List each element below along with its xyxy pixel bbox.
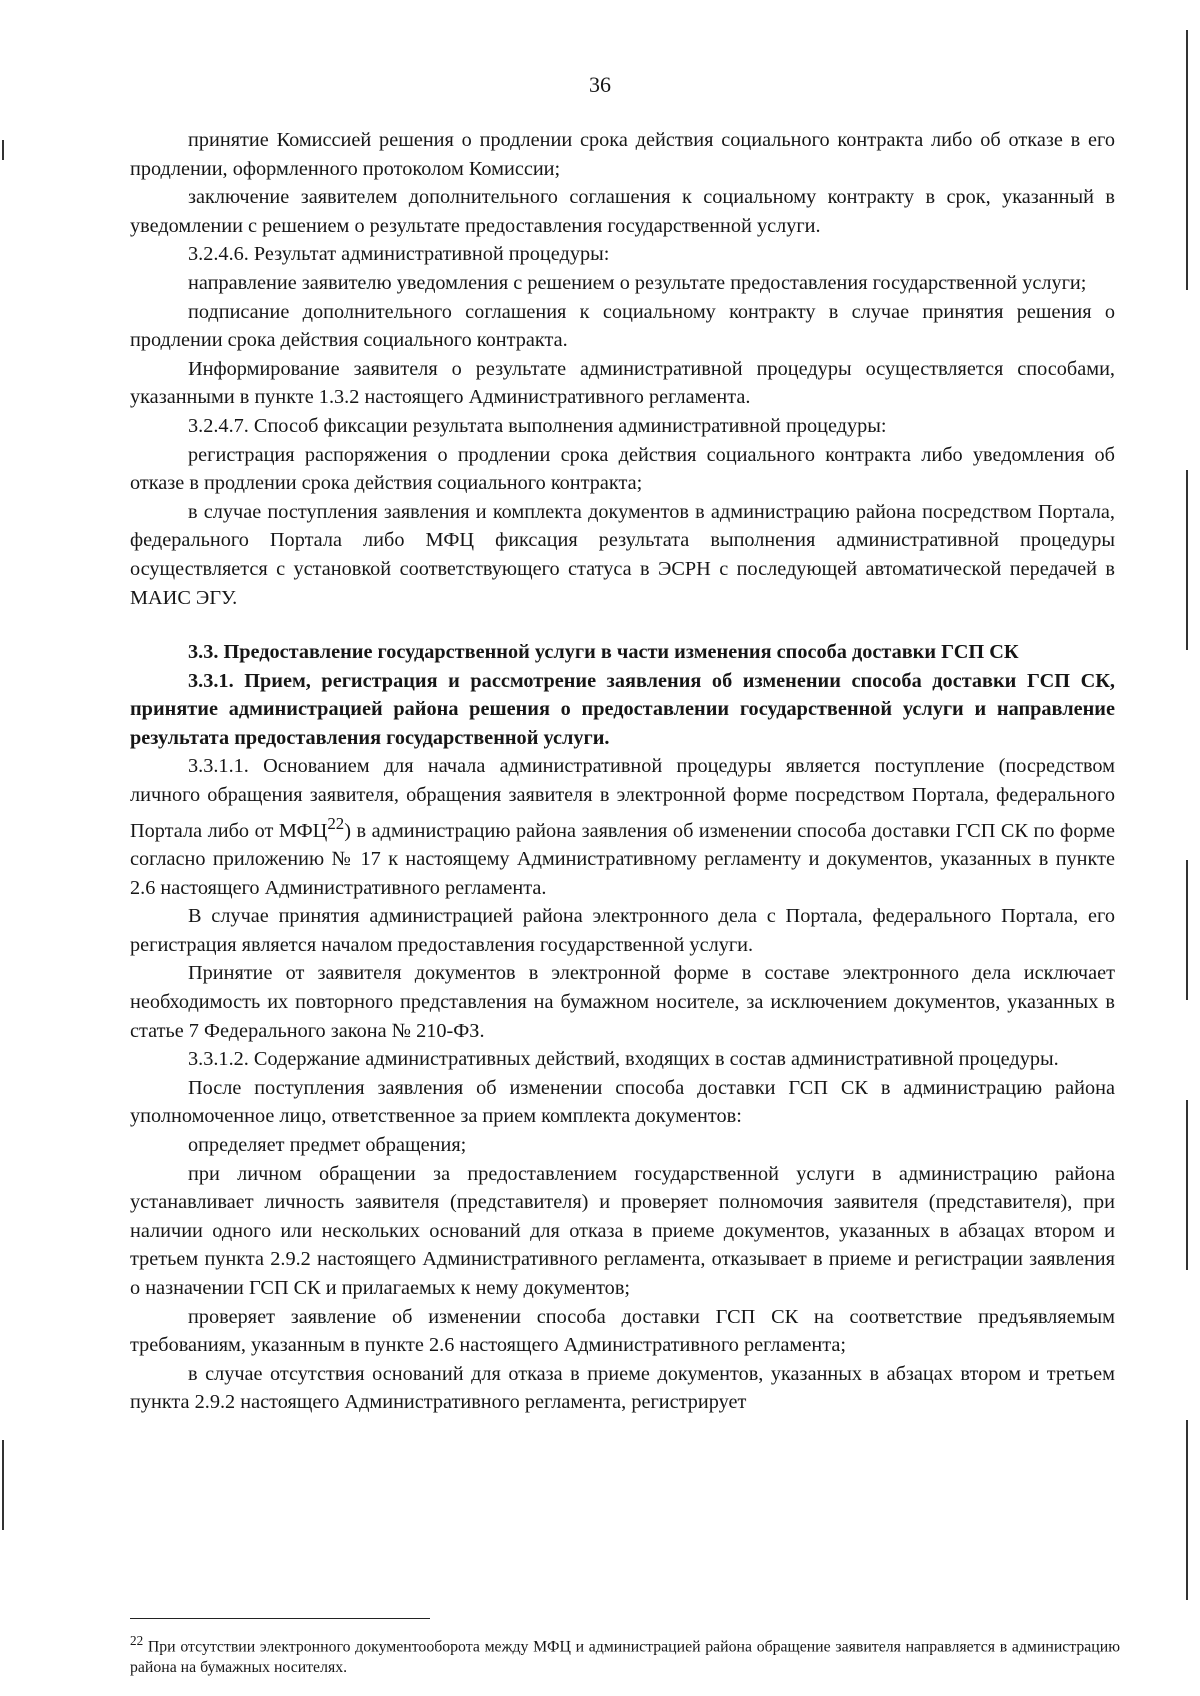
section-spacer bbox=[130, 612, 1115, 638]
paragraph: В случае принятия администрацией района электронного дела с Портала, федерального Портала, его регистрация является началом предоставления государственной услуги. bbox=[130, 905, 1115, 956]
paragraph: После поступления заявления об изменении способа доставки ГСП СК в администрацию района уполномоченное лицо, ответственное за прием комплекта документов: bbox=[130, 1076, 1115, 1128]
paragraph: подписание дополнительного соглашения к социальному контракту в случае принятия решения о продлении срока действия социального контракта. bbox=[130, 300, 1115, 352]
page-number: 36 bbox=[589, 72, 611, 97]
scan-edge-line bbox=[1186, 1100, 1188, 1270]
paragraph: в случае отсутствия оснований для отказа в приеме документов, указанных в абзацах втором и третьем пункта 2.9.2 настоящего Административного регламента, регистрирует bbox=[130, 1362, 1115, 1414]
paragraph: определяет предмет обращения; bbox=[188, 1133, 467, 1156]
footnote-number: 22 bbox=[130, 1633, 144, 1648]
paragraph: Информирование заявителя о результате административной процедуры осуществляется способами, указанными в пункте 1.3.2 настоящего Административного регламента. bbox=[130, 357, 1115, 409]
paragraph: проверяет заявление об изменении способа доставки ГСП СК на соответствие предъявляемым требованиям, указанным в пункте 2.6 настоящего Административного регламента; bbox=[130, 1305, 1115, 1357]
paragraph: принятие Комиссией решения о продлении срока действия социального контракта либо об отказе в его продлении, оформленного протоколом Комиссии; bbox=[130, 129, 1115, 180]
scan-edge-line bbox=[1186, 470, 1188, 650]
paragraph-3-3-1-1 bbox=[130, 752, 1115, 902]
scan-edge-line bbox=[1186, 30, 1188, 290]
paragraph: Принятие от заявителя документов в электронной форме в составе электронного дела исключает необходимость их повторного представления на бумажном носителе, за исключением документов, указанных в статье 7 Федерального закона № 210-ФЗ. bbox=[130, 962, 1115, 1042]
document-body bbox=[130, 126, 1115, 1417]
paragraph: 3.2.4.6. Результат административной процедуры: bbox=[188, 243, 610, 266]
paragraph-part: 3.3.1.1. Основанием для начала административной процедуры является поступление (посредством личного обращения заявителя, обращения заявителя в электронной форме посредством Портала, федерального Портала либо от МФЦ bbox=[130, 755, 1115, 842]
scan-edge-line bbox=[1186, 860, 1188, 1000]
footnote-text: При отсутствии электронного документооборота между МФЦ и администрацией района обращение заявителя направляется в администрацию района на бумажных носителях. bbox=[130, 1638, 1120, 1677]
paragraph: заключение заявителем дополнительного соглашения к социальному контракту в срок, указанный в уведомлении с решением о результате предоставления государственной услуги. bbox=[130, 186, 1115, 237]
paragraph: при личном обращении за предоставлением государственной услуги в администрацию района устанавливает личность заявителя (представителя) и проверяет полномочия заявителя (представителя), при наличии одного или нескольких оснований для отказа в приеме документов, указанных в абзацах втором и третьем пункта 2.9.2 настоящего Административного регламента, отказывает в приеме и регистрации заявления о назначении ГСП СК и прилагаемых к нему документов; bbox=[130, 1162, 1115, 1299]
paragraph: направление заявителю уведомления с решением о результате предоставления государственной услуги; bbox=[188, 271, 1087, 294]
scan-edge-line bbox=[2, 1440, 4, 1530]
paragraph: 3.3.1.2. Содержание административных действий, входящих в состав административной процедуры. bbox=[188, 1048, 1059, 1071]
scan-edge-line bbox=[2, 140, 4, 160]
scan-edge-line bbox=[1186, 1420, 1188, 1600]
footnote-reference: 22 bbox=[327, 813, 345, 833]
footnote bbox=[130, 1630, 1120, 1678]
paragraph-part: ) в администрацию района заявления об изменении способа доставки ГСП СК по форме согласно приложению № 17 к настоящему Административному регламенту и документов, указанных в пункте 2.6 настоящего Административного регламента. bbox=[130, 819, 1115, 899]
footnote-separator bbox=[130, 1618, 430, 1619]
paragraph: регистрация распоряжения о продлении срока действия социального контракта либо уведомления об отказе в продлении срока действия социального контракта; bbox=[130, 443, 1115, 495]
paragraph: в случае поступления заявления и комплекта документов в администрацию района посредством Портала, федерального Портала либо МФЦ фиксация результата выполнения административной процедуры осуществляется с установкой соответствующего статуса в ЭСРН с последующей автоматической передачей в МАИС ЭГУ. bbox=[130, 500, 1115, 609]
subsection-heading-3-3-1: 3.3.1. Прием, регистрация и рассмотрение заявления об изменении способа доставки ГСП СК, принятие администрацией района решения о предоставлении государственной услуги и направление результата предоставления государственной услуги. bbox=[130, 669, 1115, 749]
paragraph: 3.2.4.7. Способ фиксации результата выполнения административной процедуры: bbox=[188, 414, 887, 437]
section-heading-3-3: 3.3. Предоставление государственной услуги в части изменения способа доставки ГСП СК bbox=[188, 641, 1019, 664]
